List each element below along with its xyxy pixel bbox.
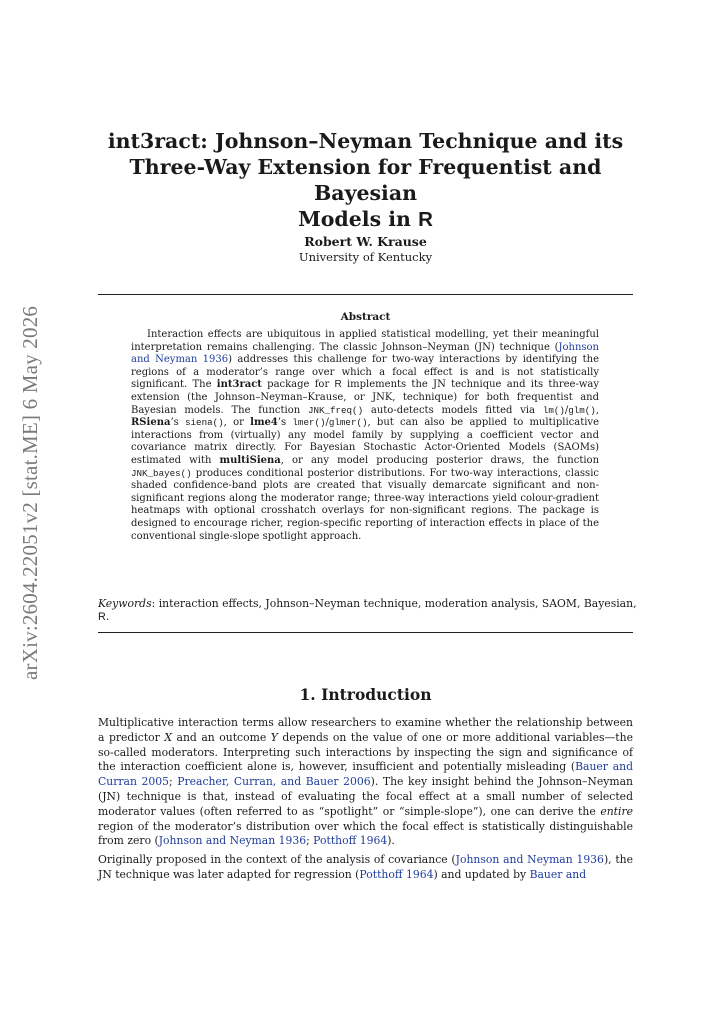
keywords: [98, 597, 658, 624]
abstract-text: ,: [595, 404, 600, 416]
intro-text: depends on the value of one or more additional variables—the so-called moderators. Interpreting such interactions by inspecting the sign and significance of the interaction coefficient alone is, however, insufficient and potentially misleading (: [98, 730, 633, 774]
package-name: RSiena: [131, 417, 171, 429]
citation-link[interactable]: Preacher, Curran, and Bauer 2006: [177, 775, 371, 789]
abstract-text: package for: [261, 379, 335, 391]
abstract-text: , or any model producing posterior draws, the function: [280, 454, 600, 466]
abstract-text: , or: [223, 417, 251, 429]
abstract-text: ’s: [170, 417, 186, 429]
math-variable: X: [164, 730, 173, 744]
citation-link[interactable]: Potthoff 1964: [359, 867, 434, 881]
abstract-text: auto-detects models fitted via: [363, 404, 543, 416]
emphasis: entire: [600, 804, 633, 818]
r-language: R: [98, 611, 106, 623]
abstract-bottom-rule: [98, 632, 633, 633]
abstract-text: Interaction effects are ubiquitous in applied statistical modelling, yet their meaningful interpretation remains challenging. The classic Johnson–Neyman (JN) technique (: [131, 329, 599, 353]
package-name: multiSiena: [219, 454, 281, 466]
title-r-language: R: [418, 208, 433, 231]
intro-text: Originally proposed in the context of the analysis of covariance (: [98, 853, 456, 867]
introduction-body: [98, 716, 633, 887]
abstract-top-rule: [98, 294, 633, 295]
abstract-text: implements the JN technique and its three-way extension (the Johnson–Neyman–Krause, or JNK, technique) for both frequentist and Bayesian models. The function: [131, 379, 599, 416]
author-block: [98, 234, 633, 265]
function-name: siena(): [185, 417, 224, 429]
intro-text: ). The key insight behind the Johnson–Neyman (JN) technique is that, instead of evaluating the focal effect at a small number of selected moderator values (often referred to as “spotlight” or “simple-slope”), one can derive the: [98, 775, 633, 818]
abstract-text: ’s: [277, 417, 293, 429]
function-name: lm(): [542, 404, 565, 416]
intro-text: ;: [169, 775, 178, 789]
paper-title: [98, 128, 633, 233]
citation-link[interactable]: Johnson and Neyman 1936: [158, 834, 307, 848]
citation-link[interactable]: Bauer and Curran 2005: [98, 760, 633, 789]
author-name: Robert W. Krause: [304, 234, 427, 249]
function-name: JNK_freq(): [307, 404, 364, 416]
title-line-1: int3ract: Johnson–Neyman Technique and its: [107, 129, 624, 153]
intro-paragraph-2: [98, 853, 633, 883]
abstract-body: [131, 329, 599, 543]
intro-text: region of the moderator’s distribution over which the focal effect is statistically distinguishable from zero (: [98, 819, 633, 848]
title-line-2: Three-Way Extension for Frequentist and Bayesian: [129, 155, 602, 205]
citation-link[interactable]: Bauer and: [529, 867, 587, 881]
function-name: glmer(): [328, 417, 368, 429]
abstract-text: /: [564, 404, 569, 416]
citation-link[interactable]: Johnson and Neyman 1936: [131, 341, 599, 366]
intro-text: ;: [306, 834, 314, 848]
keywords-text: : interaction effects, Johnson–Neyman technique, moderation analysis, SAOM, Bayesian,: [151, 597, 637, 610]
function-name: JNK_bayes(): [131, 467, 192, 479]
arxiv-identifier: arXiv:2604.22051v2 [stat.ME] 6 May 2026: [18, 305, 42, 680]
abstract-text: produces conditional posterior distributions. For two-way interactions, classic shaded confidence-band plots are created that visually demarcate significant and non-significant regions along the moderator range; three-way interactions yield colour-gradient heatmaps with optional crosshatch overlays for non-significant regions. The package is designed to encourage richer, region-specific reporting of interaction effects in place of the conventional single-slope spotlight approach.: [131, 467, 599, 542]
section-heading: 1. Introduction: [299, 685, 432, 704]
function-name: glm(): [568, 404, 596, 416]
citation-link[interactable]: Johnson and Neyman 1936: [455, 853, 604, 867]
author-affiliation: University of Kentucky: [298, 250, 433, 264]
title-line-3: [98, 206, 633, 233]
intro-text: ), the JN technique was later adapted for regression (: [98, 853, 634, 881]
intro-text: ).: [387, 834, 395, 848]
package-name: lme4: [250, 417, 278, 429]
keywords-label: Keywords: [98, 597, 152, 610]
keywords-end: .: [105, 610, 110, 623]
intro-text: and an outcome: [172, 730, 271, 744]
abstract-text: /: [325, 417, 329, 429]
intro-text: ) and updated by: [433, 867, 530, 881]
function-name: lmer(): [292, 417, 326, 429]
citation-link[interactable]: Potthoff 1964: [313, 834, 388, 848]
abstract-paragraph: [131, 329, 599, 543]
package-name: int3ract: [216, 379, 262, 391]
abstract-text: , but can also be applied to multiplicative interactions from (virtually) any model family by supplying a coefficient vector and covariance matrix directly. For Bayesian Stochastic Actor-Oriented Models (SAOMs) estimated with: [131, 417, 599, 466]
abstract-heading: Abstract: [340, 311, 391, 323]
title-line-3-text: Models in: [298, 207, 419, 231]
intro-paragraph-1: [98, 716, 633, 849]
abstract-text: ) addresses this challenge for two-way interactions by identifying the regions of a moderator’s range over which a focal effect is and is not statistically significant. The: [131, 354, 600, 391]
intro-text: Multiplicative interaction terms allow researchers to examine whether the relationship between a predictor: [98, 716, 633, 744]
r-language: R: [334, 379, 342, 391]
math-variable: Y: [270, 730, 278, 744]
